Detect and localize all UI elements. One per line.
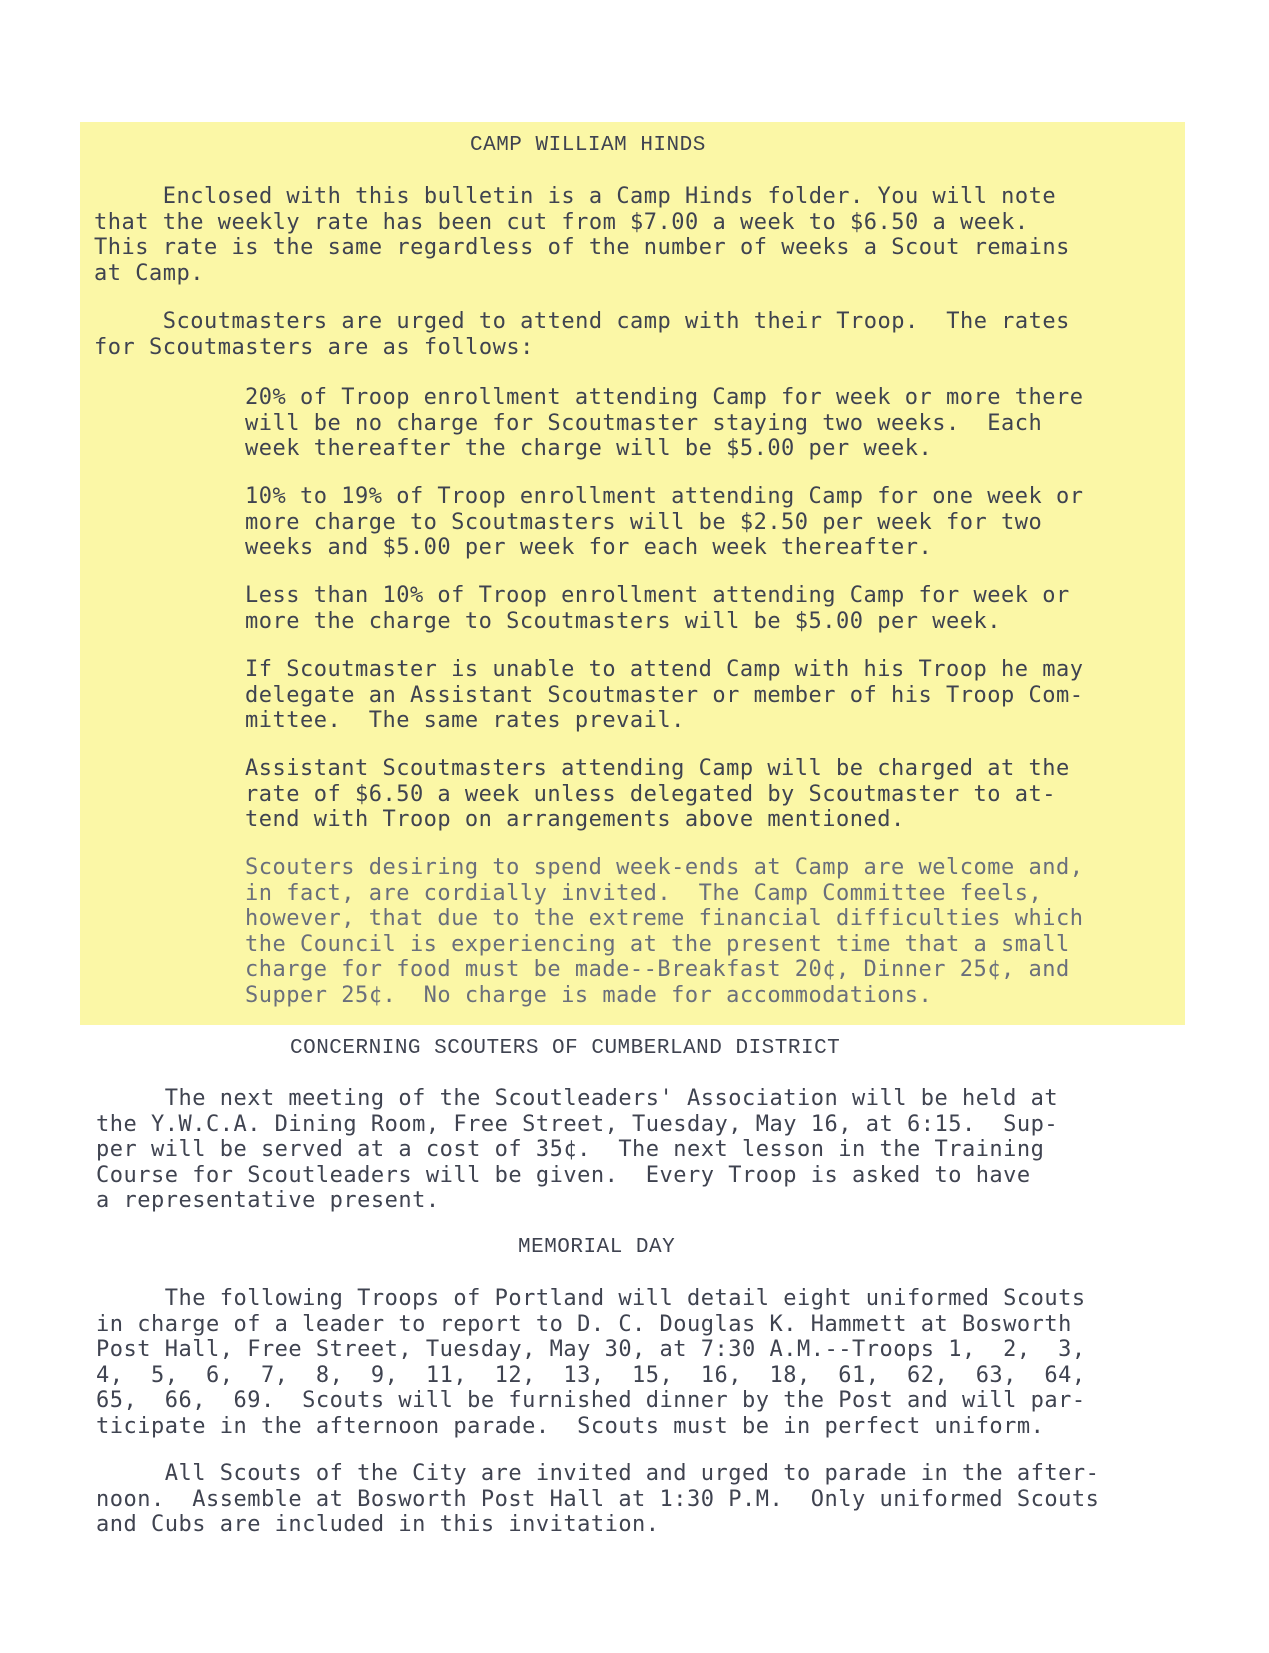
scouters-weekends: Scouters desiring to spend week-ends at Camp are welcome and, in fact, are cordially invited. The Camp Committee feels, however, that due to the extreme financial difficulties which the Council is experiencing at the present time that a small charge for food must be made--Breakfast 20¢, Dinner 25¢, and Supper 25¢. No charge is made for accommodations. bbox=[245, 855, 1084, 1008]
assistant-scoutmasters: Assistant Scoutmasters attending Camp will be charged at the rate of $6.50 a week unless delegated by Scoutmaster to at- tend with Troop on arrangements above mentioned. bbox=[245, 756, 1070, 832]
memorial-day-heading: MEMORIAL DAY bbox=[518, 1236, 676, 1259]
scoutmaster-urge: Scoutmasters are urged to attend camp with their Troop. The rates for Scoutmasters are as follows: bbox=[94, 309, 1070, 360]
delegate-paragraph: If Scoutmaster is unable to attend Camp with his Troop he may delegate an Assistant Scoutmaster or member of his Troop Com- mittee. The same rates prevail. bbox=[245, 657, 1084, 733]
cumberland-heading: CONCERNING SCOUTERS OF CUMBERLAND DISTRICT bbox=[290, 1037, 841, 1060]
camp-hinds-intro: Enclosed with this bulletin is a Camp Hinds folder. You will note that the weekly rate has been cut from $7.00 a week to $6.50 a week. This rate is the same regardless of the number of weeks a Scout remains at Camp. bbox=[94, 184, 1070, 286]
rate-20-percent: 20% of Troop enrollment attending Camp for week or more there will be no charge for Scoutmaster staying two weeks. Each week thereafter the charge will be $5.00 per week. bbox=[245, 385, 1084, 461]
memorial-day-all-scouts: All Scouts of the City are invited and urged to parade in the after- noon. Assemble at Bosworth Post Hall at 1:30 P.M. Only uniformed Scouts and Cubs are included in this invitation. bbox=[96, 1461, 1100, 1537]
rate-10-19-percent: 10% to 19% of Troop enrollment attending Camp for one week or more charge to Scoutmasters will be $2.50 per week for two weeks and $5.00 per week for each week thereafter. bbox=[245, 484, 1084, 560]
memorial-day-troops: The following Troops of Portland will detail eight uniformed Scouts in charge of a leader to report to D. C. Douglas K. Hammett at Bosworth Post Hall, Free Street, Tuesday, May 30, at 7:30 A.M.--Troops 1, 2, 3, 4, 5, 6, 7, 8, 9, 11, 12, 13, 15, 16, 18, 61, 62, 63, 64, 65, 66, 69. Scouts will be furnished dinner by the Post and will par- ticipate in the afternoon parade. Scouts must be in perfect uniform. bbox=[96, 1286, 1086, 1439]
cumberland-body: The next meeting of the Scoutleaders' Association will be held at the Y.W.C.A. Dining Room, Free Street, Tuesday, May 16, at 6:15. Sup- per will be served at a cost of 35¢. The next lesson in the Training Course for Scoutleaders will be given. Every Troop is asked to have a representative present. bbox=[96, 1086, 1059, 1213]
camp-hinds-heading: CAMP WILLIAM HINDS bbox=[470, 134, 706, 157]
rate-less-10-percent: Less than 10% of Troop enrollment attending Camp for week or more the charge to Scoutmasters will be $5.00 per week. bbox=[245, 583, 1070, 634]
